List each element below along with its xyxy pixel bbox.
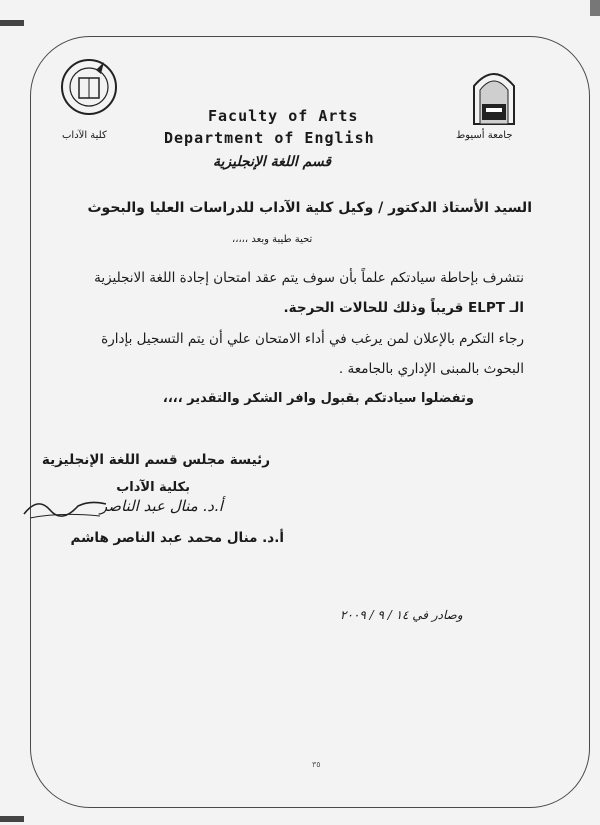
department-name-ar: قسم اللغة الإنجليزية (213, 154, 332, 170)
paragraph-1-line-2: الـ ELPT قريباً وذلك للحالات الحرجة. (283, 300, 524, 316)
faculty-of-arts-logo (60, 58, 118, 116)
paragraph-1-line-1: نتشرف بإحاطة سيادتكم علماً بأن سوف يتم عقد امتحان إجادة اللغة الانجليزية (94, 270, 524, 286)
left-logo-caption: كلية الآداب (62, 130, 107, 141)
page-mark: ٣٥ (312, 760, 321, 769)
scan-corner-mark (590, 0, 600, 16)
closing-line: وتفضلوا سيادتكم بقبول وافر الشكر والتقدير ،،،، (162, 391, 474, 406)
assiut-university-logo (470, 64, 518, 126)
scan-mark (0, 20, 24, 26)
paragraph-2-line-1: رجاء التكرم بالإعلان لمن يرغب في أداء الامتحان علي أن يتم التسجيل بإدارة (101, 331, 524, 347)
signatory-title-line-2: بكلية الآداب (116, 480, 190, 495)
greeting: تحية طيبة وبعد ،،،،، (232, 234, 313, 245)
addressee-line: السيد الأستاذ الدكتور / وكيل كلية الآداب للدراسات العليا والبحوث (87, 200, 532, 216)
department-name-en: Department of English (164, 129, 375, 147)
paragraph-2-line-2: البحوث بالمبنى الإداري بالجامعة . (338, 361, 524, 377)
handwritten-signature: أ.د. منال عبد الناصر (100, 497, 223, 515)
right-logo-caption: جامعة أسيوط (456, 130, 513, 141)
signature-flourish (20, 492, 110, 520)
signatory-title-line-1: رئيسة مجلس قسم اللغة الإنجليزية (41, 452, 270, 468)
faculty-name-en: Faculty of Arts (208, 107, 359, 125)
handwritten-date-note: وصادر في ١٤ / ٩ / ٢٠٠٩ (340, 608, 463, 622)
scan-mark (0, 816, 24, 822)
signatory-name: أ.د. منال محمد عبد الناصر هاشم (70, 530, 284, 546)
page-border (30, 36, 590, 808)
